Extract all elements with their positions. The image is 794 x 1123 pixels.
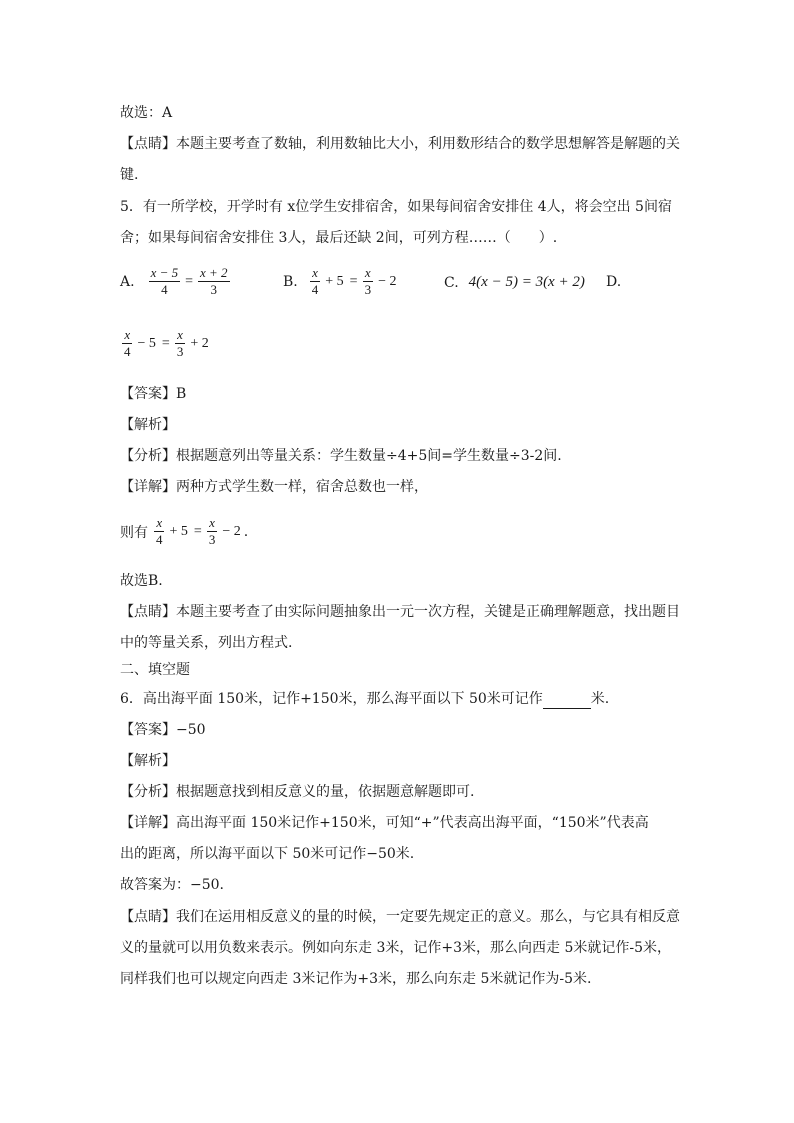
text-line: 【点睛】本题主要考查了数轴，利用数轴比大小，利用数形结合的数学思想解答是解题的关 — [120, 136, 680, 152]
answer-label: 【答案】−50 — [120, 722, 206, 738]
question-6-text: 6．高出海平面 150米，记作+150米，那么海平面以下 50米可记作 米. — [120, 691, 610, 707]
option-label: C. — [444, 274, 459, 291]
comment-text: 【点睛】本题主要考查了由实际问题抽象出一元一次方程，关键是正确理解题意，找出题目 — [120, 604, 680, 620]
comment-text: 同样我们也可以规定向西走 3米记作为+3米，那么向东走 5米就记作为-5米. — [120, 971, 592, 987]
detail-text: 【详解】高出海平面 150米记作+150米，可知“+”代表高出海平面，“150米”代表高 — [120, 815, 649, 831]
question-5-text: 5．有一所学校，开学时有 x位学生安排宿舍，如果每间宿舍安排住 4人，将会空出 5间宿 — [120, 199, 672, 215]
fraction: $\frac{x}{4}$ — [124, 327, 131, 359]
answer-blank — [543, 694, 591, 709]
answer-label: 【答案】B — [120, 386, 187, 402]
option-d — [606, 274, 621, 290]
text-line: 故答案为：−50. — [120, 877, 224, 893]
comment-text: 义的量就可以用负数来表示。例如向东走 3米，记作+3米，那么向西走 5米就记作-5米， — [120, 940, 671, 956]
option-b: B. $\frac{x}{4}$ + 5 = $\frac{x}{3}$ − 2 — [283, 265, 397, 297]
option-d-expression: $\frac{x}{4}$ − 5 = $\frac{x}{3}$ + 2 — [124, 327, 209, 359]
text-line: 故选：A — [120, 105, 173, 121]
fraction: $\frac{x - 5}{4}$ — [150, 265, 179, 297]
analysis-text: 【分析】根据题意列出等量关系：学生数量÷4+5间=学生数量÷3-2间. — [120, 448, 562, 464]
option-label: D. — [606, 274, 622, 290]
fraction: $\frac{x}{4}$ — [156, 515, 163, 547]
fraction: $\frac{x}{4}$ — [311, 265, 319, 297]
text-line: 键. — [120, 167, 139, 183]
option-a: A. $\frac{x - 5}{4}$ = $\frac{x + 2}{3}$ — [120, 265, 228, 297]
comment-text: 中的等量关系，列出方程式. — [120, 635, 293, 651]
question-5-text: 舍；如果每间宿舍安排住 3人，最后还缺 2间，可列方程……（ ）. — [120, 230, 558, 246]
equation-line: 则有 $\frac{x}{4}$ + 5 = $\frac{x}{3}$ − 2 . — [120, 515, 249, 547]
fraction: $\frac{x}{3}$ — [208, 515, 216, 547]
analysis-heading: 【解析】 — [120, 417, 176, 433]
detail-text: 【详解】两种方式学生数一样，宿舍总数也一样， — [120, 479, 428, 495]
section-heading: 二、填空题 — [120, 662, 190, 678]
text-line: 故选B. — [120, 573, 163, 589]
fraction: $\frac{x}{3}$ — [364, 265, 372, 297]
analysis-text: 【分析】根据题意找到相反意义的量，依据题意解题即可. — [120, 784, 475, 800]
comment-text: 【点睛】我们在运用相反意义的量的时候，一定要先规定正的意义。那么，与它具有相反意 — [120, 909, 680, 925]
analysis-heading: 【解析】 — [120, 753, 176, 769]
option-label: A. — [120, 273, 135, 290]
option-label: B. — [283, 273, 298, 290]
detail-text: 出的距离，所以海平面以下 50米可记作−50米. — [120, 846, 415, 862]
option-c: C. 4(x − 5) = 3(x + 2) — [444, 274, 585, 291]
fraction: $\frac{x + 2}{3}$ — [200, 265, 228, 297]
fraction: $\frac{x}{3}$ — [176, 327, 184, 359]
